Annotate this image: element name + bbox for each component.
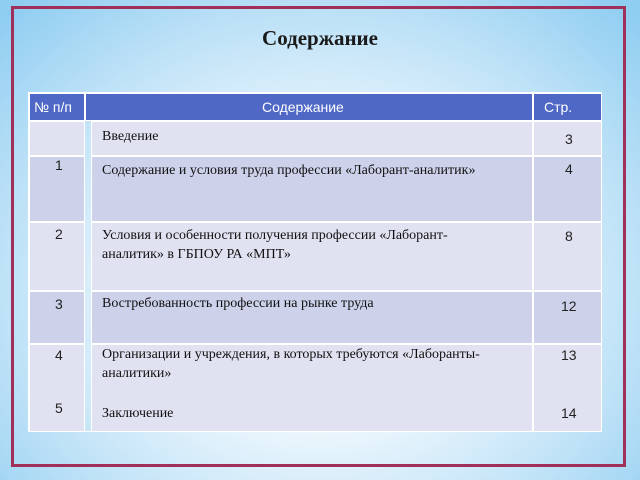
toc-entry: Условия и особенности получения профессии «Лаборант-аналитик» в ГБПОУ РА «МПТ» xyxy=(102,228,448,262)
toc-entry: Заключение xyxy=(102,406,174,421)
toc-entry: Организации и учреждения, в которых требуются «Лаборанты-аналитики» xyxy=(102,347,480,381)
num-header-cell xyxy=(29,93,85,121)
page-header: Стр. xyxy=(544,99,573,115)
toc-entry: Востребованность профессии на рынке труда xyxy=(102,296,374,311)
page-number: 12 xyxy=(561,298,577,314)
num-header: № п/п xyxy=(34,99,72,115)
page-header-cell xyxy=(533,93,602,121)
page-number: 13 xyxy=(561,347,577,363)
row-number: 1 xyxy=(55,157,63,173)
content-header-cell xyxy=(85,93,533,121)
page-number: 8 xyxy=(565,228,573,244)
page-number: 3 xyxy=(565,131,573,147)
row-number: 5 xyxy=(55,400,63,416)
toc-entry: Введение xyxy=(102,129,159,144)
toc-entry: Содержание и условия труда профессии «Лаборант-аналитик» xyxy=(102,163,476,178)
page-title: Содержание xyxy=(262,26,378,50)
page-number: 4 xyxy=(565,161,573,177)
row-number: 2 xyxy=(55,226,63,242)
row-number: 4 xyxy=(55,347,63,363)
content-header: Содержание xyxy=(262,99,344,115)
num-cell xyxy=(29,121,85,156)
row-number: 3 xyxy=(55,296,63,312)
toc-table xyxy=(28,92,602,432)
page-number: 14 xyxy=(561,405,577,421)
